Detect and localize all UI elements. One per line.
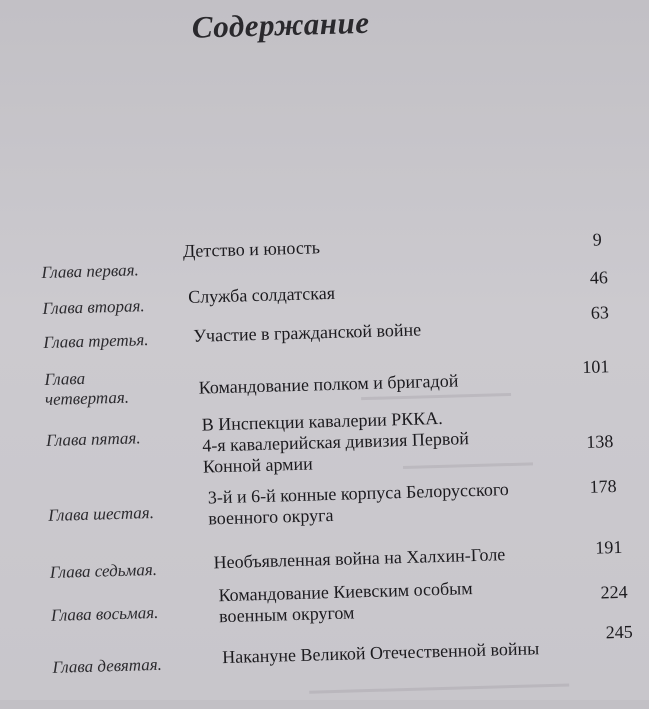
chapter-label-line: Глава третья. (43, 330, 149, 352)
chapter-title (198, 370, 458, 398)
page-number: 63 (590, 302, 610, 323)
chapter-label (43, 330, 149, 353)
chapter-label (42, 296, 145, 319)
chapter-title-line: Командование полком и бригадой (198, 370, 459, 398)
chapter-title-line: Необъявленная война на Халхин-Голе (213, 544, 506, 573)
toc-entry (5, 536, 649, 582)
bleed-through-shadow (361, 393, 511, 400)
chapter-title-line: 3-й и 6-й конные корпуса Белорусского (207, 479, 509, 508)
chapter-title-line: Детство и юность (182, 237, 321, 262)
page-number: 224 (600, 581, 628, 603)
bleed-through-shadow (309, 683, 569, 693)
page-number: 245 (605, 621, 633, 643)
chapter-title-line: 4-я кавалерийская дивизия Первой (202, 428, 470, 456)
chapter-label-line: Глава первая. (41, 260, 140, 283)
page-number: 101 (582, 356, 610, 377)
chapter-label-line: Глава шестая. (47, 502, 155, 525)
chapter-title (183, 237, 321, 262)
chapter-title (188, 283, 335, 308)
chapter-title (213, 544, 505, 573)
chapter-title-line: военным округом (218, 602, 355, 627)
chapter-label-line: Глава пятая. (45, 428, 141, 450)
page-title: Содержание (191, 4, 370, 45)
chapter-title-line: Командование Киевским особым (218, 578, 473, 606)
page-number: 9 (592, 229, 603, 250)
toc-entry (4, 475, 649, 529)
chapter-title-line: Конной армии (202, 453, 314, 477)
chapter-title (222, 638, 540, 668)
chapter-label-line: Глава восьмая. (50, 602, 159, 625)
chapter-title (208, 479, 510, 529)
chapter-label-line: Глава девятая. (52, 654, 163, 677)
chapter-label (50, 560, 158, 583)
page-number: 178 (589, 476, 617, 497)
chapter-label (48, 503, 154, 526)
page-number: 46 (589, 267, 609, 288)
page-number: 138 (586, 431, 614, 452)
chapter-title-line: Участие в гражданской войне (192, 319, 422, 346)
chapter-title-line: Служба солдатская (187, 282, 336, 307)
chapter-label (52, 655, 162, 678)
chapter-title-line: Накануне Великой Отечественной войны (221, 638, 540, 668)
chapter-title-line: военного округа (208, 504, 334, 529)
chapter-label (44, 368, 129, 410)
toc-entry (0, 353, 649, 409)
chapter-label (51, 603, 159, 626)
chapter-label-line: Глава (44, 368, 86, 389)
chapter-title-line: В Инспекции кавалерии РККА. (201, 407, 443, 435)
chapter-title (218, 578, 473, 627)
chapter-label-line: Глава вторая. (42, 296, 145, 319)
chapter-title (193, 319, 421, 346)
chapter-label (46, 428, 141, 451)
chapter-label (41, 260, 139, 283)
page-number: 191 (595, 536, 623, 558)
chapter-label-line: Глава седьмая. (49, 559, 158, 582)
chapter-label-line: четвертая. (44, 387, 130, 409)
